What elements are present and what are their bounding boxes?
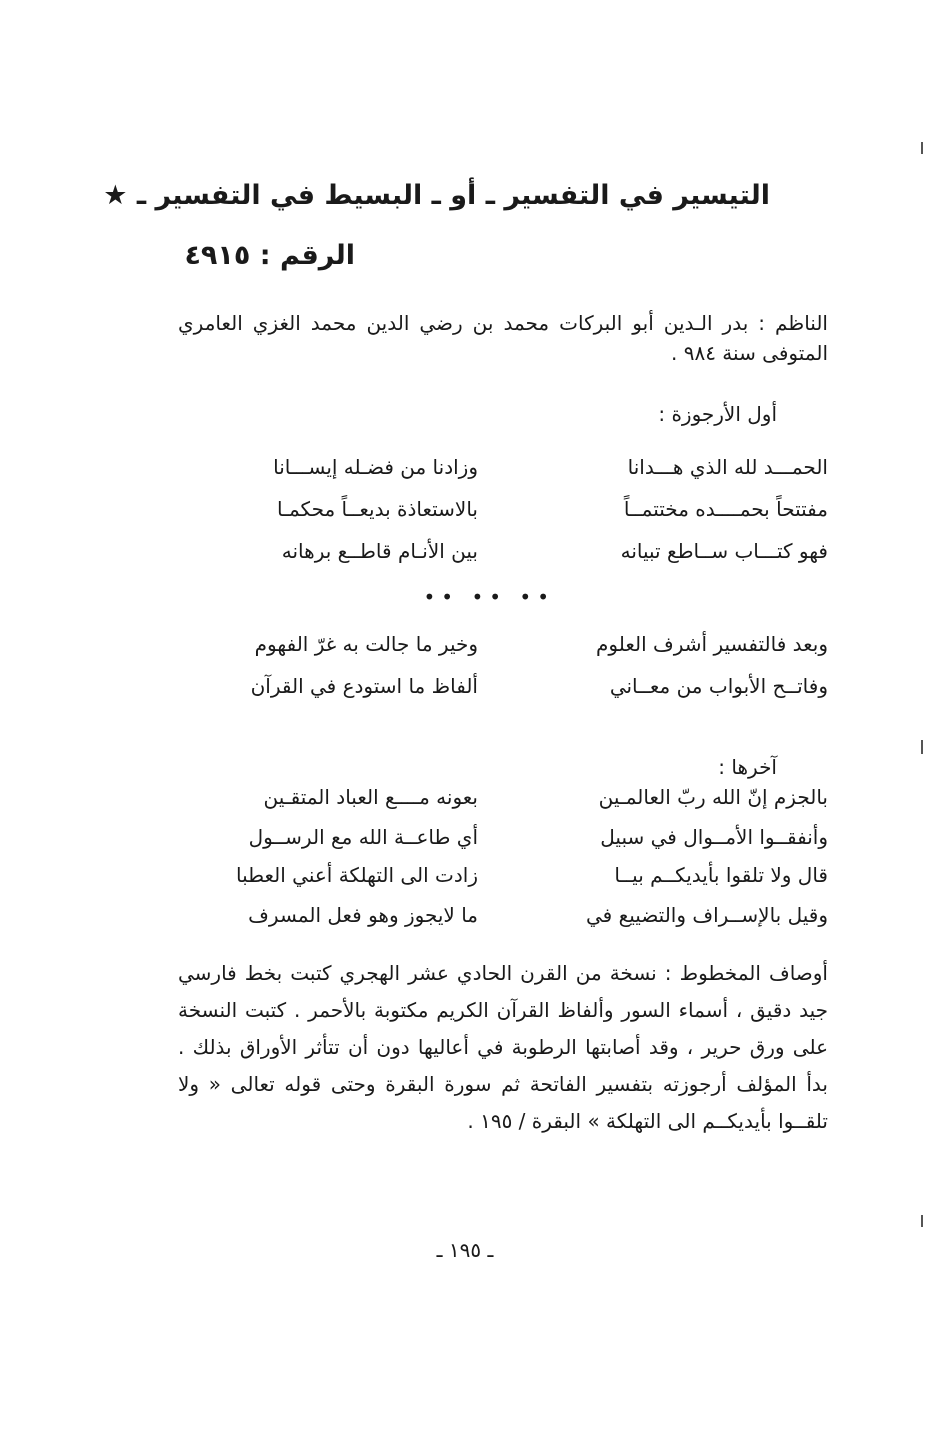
verse-hemistich-left: بين الأنـام قاطــع برهانه bbox=[281, 539, 478, 563]
margin-mark bbox=[921, 142, 923, 154]
verse-hemistich-right: وقيل بالإســراف والتضييع في bbox=[586, 903, 828, 927]
margin-mark bbox=[921, 1215, 923, 1227]
verse-hemistich-right: بالجزم إنّ الله ربّ العالمـين bbox=[598, 785, 828, 809]
verse-hemistich-right: مفتتحاً بحمــــده مختتمــاً bbox=[623, 497, 828, 521]
verse-hemistich-right: قال ولا تلقوا بأيديكــم بيــا bbox=[614, 863, 828, 887]
verse-hemistich-left: ألفاظ ما استودع في القرآن bbox=[250, 674, 478, 698]
margin-mark bbox=[921, 740, 923, 754]
verse-hemistich-left: وزادنا من فضـله إيســـانا bbox=[273, 455, 478, 479]
author-paragraph: الناظم : بدر الـدين أبو البركات محمد بن رضي الدين محمد الغزي العامري المتوفى سنة ٩٨٤ . bbox=[178, 311, 828, 365]
verse-hemistich-left: بالاستعاذة بديعــاً محكمـا bbox=[277, 497, 478, 521]
verse-hemistich-right: وفاتــح الأبواب من معــاني bbox=[609, 674, 828, 698]
manuscript-description: أوصاف المخطوط : نسخة من القرن الحادي عشر الهجري كتبت بخط فارسي جيد دقيق ، أسماء السور وألفاظ القرآن الكريم مكتوبة بالأحمر . كتبت النسخة على ورق حرير ، وقد أصابتها الرطوبة في أعاليها دون أن تتأثر الأوراق بذلك . بدأ المؤلف أرجوزته بتفسير الفاتحة ثم سورة البقرة وحتى قوله تعالى « ولا تلقــوا بأيديكــم الى التهلكة » البقرة / ١٩٥ . bbox=[178, 961, 828, 1133]
verse-hemistich-right: وأنفقــوا الأمــوال في سبيل bbox=[600, 825, 828, 849]
verse-hemistich-left: وخير ما جالت به غرّ الفهوم bbox=[254, 632, 478, 656]
verse-hemistich-left: أي طاعــة الله مع الرســول bbox=[248, 825, 478, 849]
page-number: ـ ١٩٥ ـ bbox=[436, 1238, 494, 1262]
verse-hemistich-right: الحمـــد لله الذي هـــدانا bbox=[627, 455, 828, 479]
first-verses-label: أول الأرجوزة : bbox=[658, 402, 777, 426]
verse-separator: •• •• •• bbox=[423, 585, 555, 609]
record-number: الرقم : ٤٩١٥ bbox=[184, 240, 355, 271]
entry-title: التيسير في التفسير ـ أو ـ البسيط في التفسير ـ ★ bbox=[103, 180, 770, 211]
verse-hemistich-left: زادت الى التهلكة أعني العطبا bbox=[235, 863, 478, 887]
verse-hemistich-left: ما لايجوز وهو فعل المسرف bbox=[248, 903, 478, 927]
verse-hemistich-left: بعونه مــــع العباد المتقـين bbox=[263, 785, 478, 809]
verse-hemistich-right: فهو كتـــاب ســاطع تبيانه bbox=[620, 539, 828, 563]
last-verses-label: آخرها : bbox=[718, 755, 777, 779]
verse-hemistich-right: وبعد فالتفسير أشرف العلوم bbox=[596, 632, 828, 656]
